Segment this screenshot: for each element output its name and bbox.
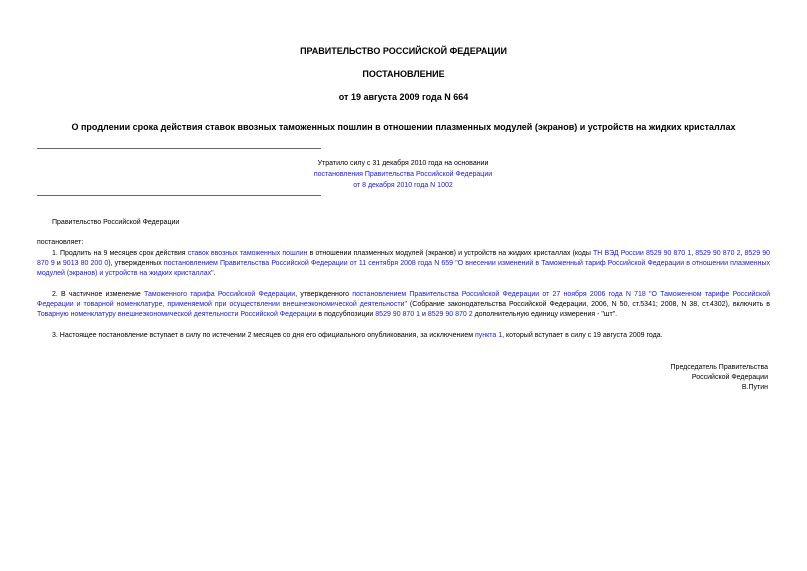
repeal-decree-date-link[interactable]: от 8 декабря 2010 года N 1002 [353,182,453,189]
top-divider [37,148,321,149]
repeal-decree-link[interactable]: постановления Правительства Российской Федерации [313,171,493,178]
paragraph-1: 1. Продлить на 9 месяцев срок действия ставок ввозных таможенных пошлин в отношении плазменных модулей (экранов) и устройств на жидких кристаллах (коды ТН ВЭД России 8529 90 870 1, 8529 90 870 2, 8529 90 870 9 и 9013 80 200 0), утвержденных постановлением Правительства Российской Федерации от 11 сентября 2008 года N 659 "О внесении изменений в Таможенный тариф Российской Федерации в отношении плазменных модулей (экранов) и устройств на жидких кристаллах". [37,250,770,277]
subheading-8529-90-870-1-link[interactable]: 8529 90 870 1 [375,311,421,318]
commodity-nomenclature-link[interactable]: Товарную номенклатуру внешнеэкономической деятельности Российской Федерации [37,311,317,318]
item-1-link[interactable]: пункта 1 [474,332,503,339]
code-8529-90-870-9-link[interactable]: 8529 90 870 9 [37,250,770,267]
paragraph-2: 2. В частичное изменение Таможенного тарифа Российской Федерации, утвержденного постановлением Правительства Российской Федерации от 27 ноября 2006 года N 718 "О Таможенном тарифе Российской Федерации и товарной номенклатуре, применяемой при осуществлении внешнеэкономической деятельности" (Собрание законодательства Российской Федерации, 2006, N 50, ст.5341; 2008, N 38, ст.4302), включить в Товарную номенклатуру внешнеэкономической деятельности Российской Федерации в подсубпозиции 8529 90 870 1 и 8529 90 870 2 дополнительную единицу измерения - "шт". [37,291,771,318]
signature-title: Председатель Правительства [670,364,768,371]
paragraph-3: 3. Настоящее постановление вступает в силу по истечении 2 месяцев со дня его официального опубликования, за исключением пункта 1, который вступает в силу с 19 августа 2009 года. [52,332,663,339]
repeal-notice-text: Утратило силу с 31 декабря 2010 года на основании [317,160,489,167]
signature-country: Российской Федерации [691,374,768,381]
tn-ved-link[interactable]: ТН ВЭД России [593,250,644,257]
code-9013-80-200-0-link[interactable]: 9013 80 200 0 [62,260,109,267]
resolves-text: постановляет: [37,239,84,246]
decree-659-link[interactable]: постановлением Правительства Российской Федерации от 11 сентября 2008 года N 659 "О внесении изменений в Таможенный тариф Российской Федерации в отношении плазменных модулей (экранов) и устройств на жидких кристаллах" [37,260,770,277]
signature-block [671,363,768,393]
document-title: О продлении срока действия ставок ввозных таможенных пошлин в отношении плазменных модулей (экранов) и устройств на жидких кристаллах [71,122,736,132]
decree-718-link[interactable]: постановлением Правительства Российской Федерации от 27 ноября 2006 года N 718 "О Таможенном тарифе Российской Федерации и товарной номенклатуре, применяемой при осуществлении внешнеэкономической деятельности" [37,291,771,308]
import-duty-rates-link[interactable]: ставок ввозных таможенных пошлин [187,250,308,257]
customs-tariff-link[interactable]: Таможенного тарифа Российской Федерации [143,291,296,298]
repeal-notice [300,158,506,191]
government-heading: ПРАВИТЕЛЬСТВО РОССИЙСКОЙ ФЕДЕРАЦИИ [300,46,507,56]
document-date-number: от 19 августа 2009 года N 664 [338,92,469,102]
subheading-8529-90-870-2-link[interactable]: 8529 90 870 2 [427,311,473,318]
code-8529-90-870-1-link[interactable]: 8529 90 870 1 [645,250,692,257]
signature-name: В.Путин [741,384,768,391]
code-8529-90-870-2-link[interactable]: 8529 90 870 2 [695,250,741,257]
issuer-text: Правительство Российской Федерации [52,219,180,226]
document-type: ПОСТАНОВЛЕНИЕ [362,69,445,79]
bottom-divider [37,195,321,196]
